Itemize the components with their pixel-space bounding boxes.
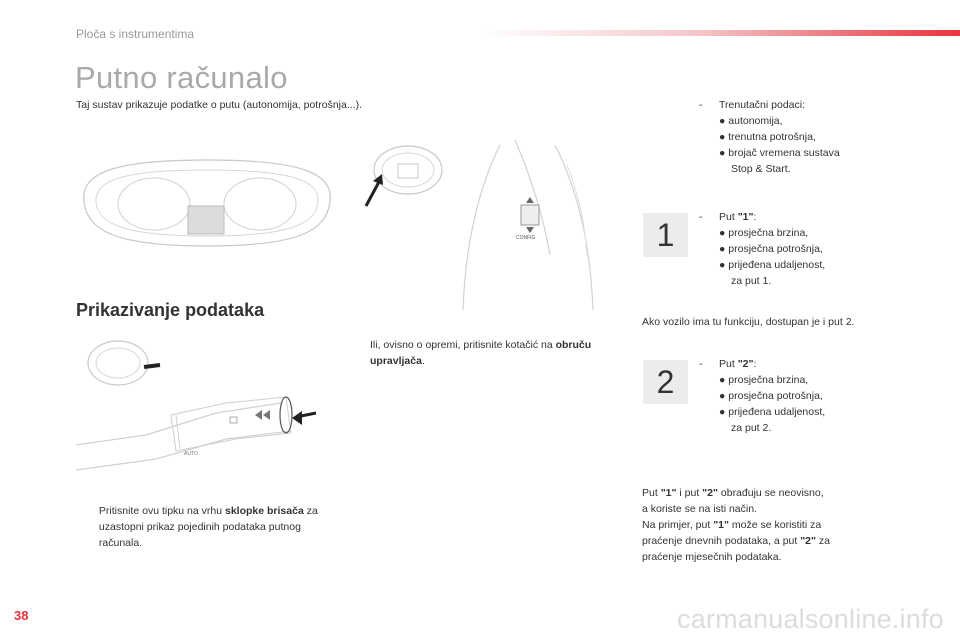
auto-label: AUTO [184,451,198,457]
bullet-icon: ● [719,243,726,255]
config-label: CONFIG [516,235,536,241]
header-accent-bar [480,30,960,36]
trip-2-note: Ako vozilo ima tu funkciju, dostupan je i put 2. [642,316,855,328]
steering-wheel-small-illustration [360,140,450,215]
instrument-cluster-illustration [76,152,338,254]
bullet-icon: ● [719,406,726,418]
steering-wheel-stalk-illustration [76,335,326,475]
page-number: 38 [14,608,29,623]
instruction-wheel: Ili, ovisno o opremi, pritisnite kotačić na obruču upravljača. [370,339,592,367]
section-label: Ploča s instrumentima [76,27,195,41]
bullet-icon: ● [719,259,726,271]
watermark: carmanualsonline.info [677,604,944,634]
current-data-block: - Trenutačni podaci: ● autonomija, ● trenutna potrošnja, ● brojač vremena sustava Stop & Start. [699,99,840,175]
bullet-icon: ● [719,115,726,127]
page-title: Putno računalo [75,60,288,95]
bullet-icon: ● [719,147,726,159]
instruction-stalk: Pritisnite ovu tipku na vrhu sklopke brisača za uzastopni prikaz pojedinih podataka putnog računala. [98,505,318,549]
footnote-block: Put "1" i put "2" obrađuju se neovisno, a koriste se na isti način. Na primjer, put "1" može se koristiti za praćenje dnevnih podataka, a put "2" za praćenje mjesečnih podataka. [642,487,831,563]
steering-wheel-rim-illustration [455,135,620,315]
section-subtitle: Prikazivanje podataka [76,300,265,320]
bullet-icon: ● [719,131,726,143]
bullet-icon: ● [719,374,726,386]
trip-1-block: - Put "1": ● prosječna brzina, ● prosječna potrošnja, ● prijeđena udaljenost, za put 1. [699,211,826,287]
trip-1-number-box: 1 [643,213,688,257]
bullet-icon: ● [719,227,726,239]
intro-text: Taj sustav prikazuje podatke o putu (autonomija, potrošnja...). [76,99,362,111]
trip-2-number-box: 2 [643,360,688,404]
bullet-icon: ● [719,390,726,402]
trip-2-block: - Put "2": ● prosječna brzina, ● prosječna potrošnja, ● prijeđena udaljenost, za put 2. [699,358,826,434]
